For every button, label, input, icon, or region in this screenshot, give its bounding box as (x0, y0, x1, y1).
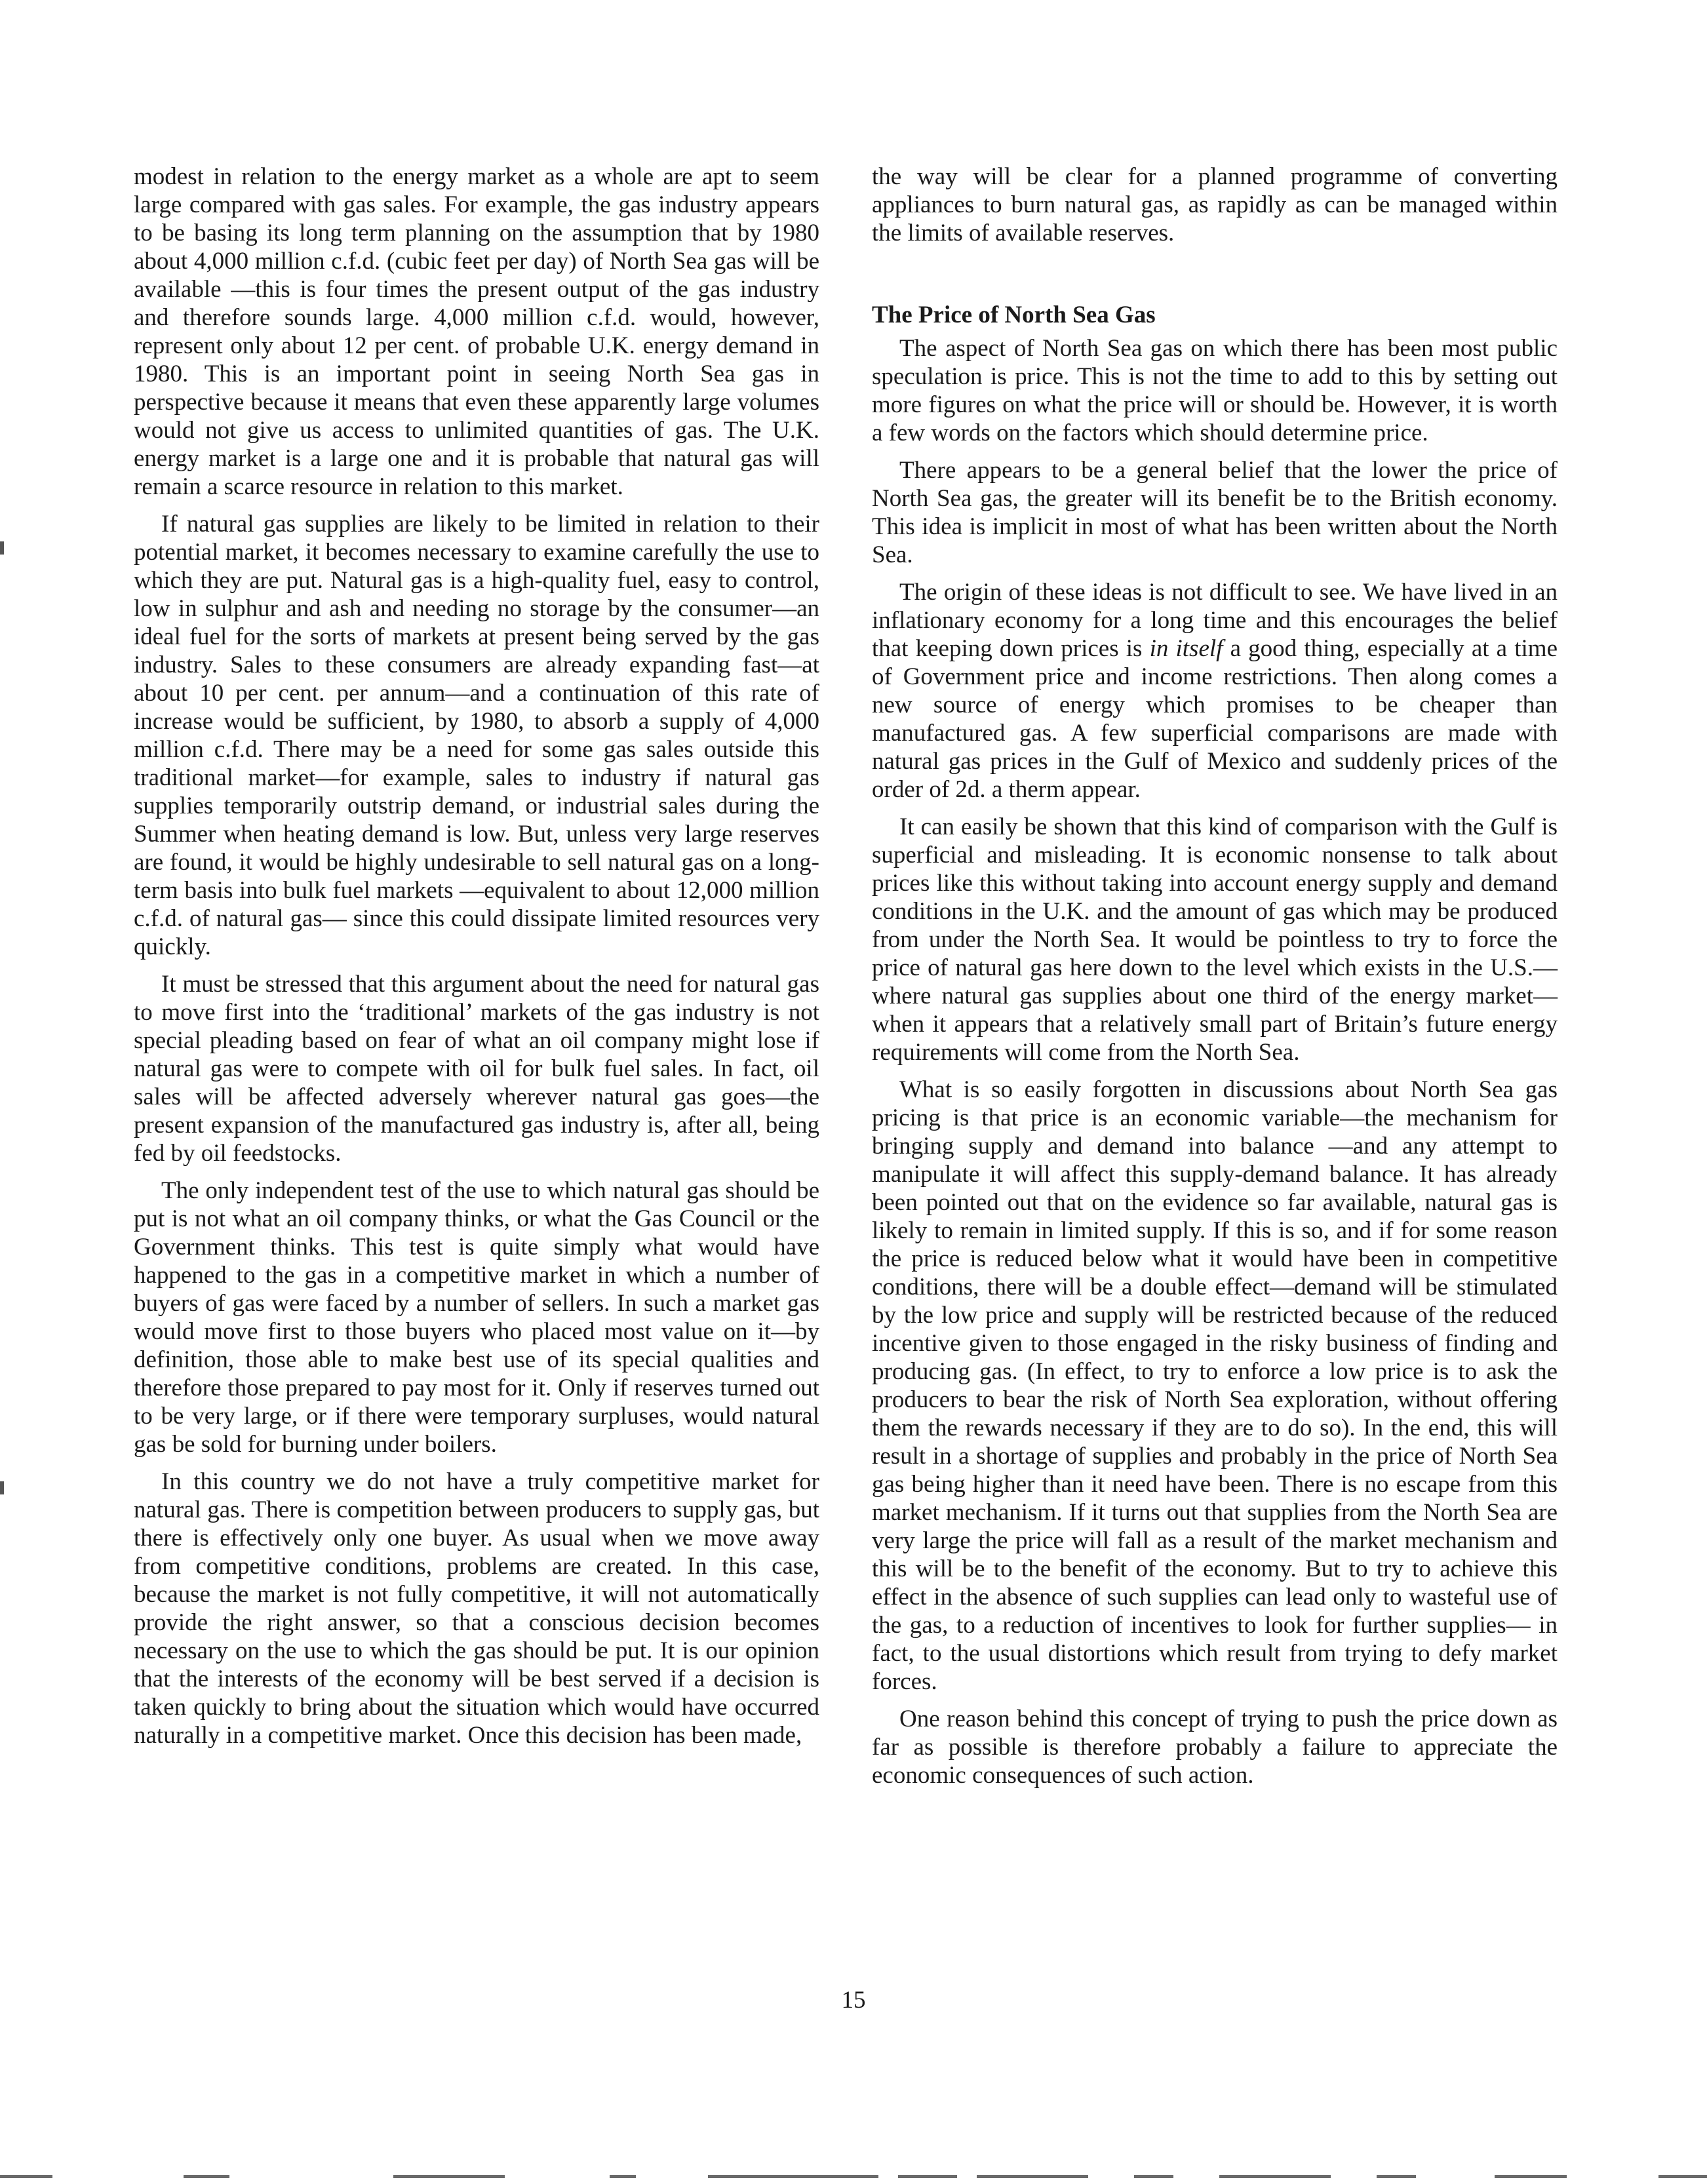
right-column (872, 163, 1558, 1799)
paragraph: It can easily be shown that this kind of comparison with the Gulf is superficial and misleading. It is economic nonsense to talk about prices like this without taking into account energy supply and demand conditions in the U.K. and the amount of gas which may be produced from under the North Sea. It would be pointless to try to force the price of natural gas here down to the level which exists in the U.S.—where natural gas supplies about one third of the energy market—when it appears that a relatively small part of Britain’s future energy requirements will come from the North Sea. (872, 813, 1558, 1066)
scan-edge-rule (0, 2175, 52, 2178)
scan-edge-rule (1219, 2175, 1331, 2178)
emphasis-text: in itself (1149, 635, 1223, 662)
paragraph: In this country we do not have a truly competitive market for natural gas. There is competition between producers to supply gas, but there is effectively only one buyer. As usual when we move away from competitive conditions, problems are created. In this case, because the market is not fully competitive, it will not automatically provide the right answer, so that a conscious decision becomes necessary on the use to which the gas should be put. It is our opinion that the interests of the economy will be best served if a decision is taken quickly to bring about the situation which would have occurred naturally in a competitive market. Once this decision has been made, (134, 1468, 819, 1749)
left-column (134, 163, 819, 1759)
scan-edge-rule (1658, 2175, 1707, 2178)
paragraph: There appears to be a general belief that the lower the price of North Sea gas, the greater will its benefit be to the British economy. This idea is implicit in most of what has been written about the North Sea. (872, 457, 1558, 568)
paragraph (872, 578, 1558, 804)
paragraph-text: a good thing, especially at a time of Government price and income restrictions. Then along comes a new source of energy which promises to be cheaper than manufactured gas. A few superficial comparisons are made with natural gas prices in the Gulf of Mexico and suddenly prices of the order of 2d. a therm appear. (872, 635, 1558, 803)
paragraph: If natural gas supplies are likely to be limited in relation to their potential market, it becomes necessary to examine carefully the use to which they are put. Natural gas is a high-quality fuel, easy to control, low in sulphur and ash and needing no storage by the consumer—an ideal fuel for the sorts of markets at present being served by the gas industry. Sales to these consumers are already expanding fast—at about 10 per cent. per annum—and a continuation of this rate of increase would be sufficient, by 1980, to absorb a supply of 4,000 million c.f.d. There may be a need for some gas sales outside this traditional market—for example, sales to industry if natural gas supplies temporarily outstrip demand, or industrial sales during the Summer when heating demand is low. But, unless very large reserves are found, it would be highly undesirable to sell natural gas on a long-term basis into bulk fuel markets —equivalent to about 12,000 million c.f.d. of natural gas— since this could dissipate limited resources very quickly. (134, 511, 819, 960)
paragraph: One reason behind this concept of trying to push the price down as far as possible is therefore probably a failure to appreciate the economic consequences of such action. (872, 1706, 1558, 1789)
paragraph: modest in relation to the energy market as a whole are apt to seem large compared with gas sales. For example, the gas industry appears to be basing its long term planning on the assumption that by 1980 about 4,000 million c.f.d. (cubic feet per day) of North Sea gas will be available —this is four times the present output of the gas industry and therefore sounds large. 4,000 million c.f.d. would, however, represent only about 12 per cent. of probable U.K. energy demand in 1980. This is an important point in seeing North Sea gas in perspective because it means that even these apparently large volumes would not give us access to unlimited quantities of gas. The U.K. energy market is a large one and it is probable that natural gas will remain a scarce resource in relation to this market. (134, 163, 819, 500)
paragraph: The only independent test of the use to which natural gas should be put is not what an oil company thinks, or what the Gas Council or the Government thinks. This test is quite simply what would have happened to the gas in a competitive market in which a number of buyers of gas were faced by a number of sellers. In such a market gas would move first to those buyers who placed most value on it—by definition, those able to make best use of its special qualities and therefore those prepared to pay most for it. Only if reserves turned out to be very large, or if there were temporary surpluses, would natural gas be sold for burning under boilers. (134, 1177, 819, 1458)
scan-edge-rule (1134, 2175, 1173, 2178)
scan-edge-rule (977, 2175, 1088, 2178)
scan-edge-rule (708, 2175, 878, 2178)
page-number: 15 (841, 1987, 866, 2014)
margin-mark (0, 541, 4, 555)
scan-edge-rule (898, 2175, 957, 2178)
scan-edge-rule (1495, 2175, 1567, 2178)
scan-edge-rule (393, 2175, 505, 2178)
margin-mark (0, 1481, 4, 1494)
paragraph-text: The origin of these ideas is not difficult to see. We have lived in an inflationary economy for a long time and this encourages the belief that keeping down prices is (872, 579, 1558, 662)
paragraph: What is so easily forgotten in discussions about North Sea gas pricing is that price is an economic variable—the mechanism for bringing supply and demand into balance —and any attempt to manipulate it will affect this supply-demand balance. It has already been pointed out that on the evidence so far available, natural gas is likely to remain in limited supply. If this is so, and if for some reason the price is reduced below what it would have been in competitive conditions, there will be a double effect—demand will be stimulated by the low price and supply will be restricted because of the reduced incentive given to those engaged in the risky business of finding and producing gas. (In effect, to try to enforce a low price is to ask the producers to bear the risk of North Sea exploration, without offering them the rewards necessary if they are to do so). In the end, this will result in a shortage of supplies and probably in the price of North Sea gas being higher than it need have been. There is no escape from this market mechanism. If it turns out that supplies from the North Sea are very large the price will fall as a result of the market mechanism and this will be to the benefit of the economy. But to try to achieve this effect in the absence of such supplies can lead only to wasteful use of the gas, to a reduction of incentives to look for further supplies— in fact, to the usual distortions which result from trying to defy market forces. (872, 1076, 1558, 1695)
scan-edge-rule (184, 2175, 229, 2178)
section-heading: The Price of North Sea Gas (872, 302, 1156, 328)
paragraph: It must be stressed that this argument about the need for natural gas to move first into the ‘traditional’ markets of the gas industry is not special pleading based on fear of what an oil company might lose if natural gas were to compete with oil for bulk fuel sales. In fact, oil sales will be affected adversely wherever natural gas goes—the present expansion of the manufactured gas industry is, after all, being fed by oil feedstocks. (134, 971, 819, 1167)
scan-edge-rule (610, 2175, 636, 2178)
paragraph: the way will be clear for a planned programme of converting appliances to burn natural gas, as rapidly as can be managed within the limits of available reserves. (872, 163, 1558, 246)
scan-edge-rule (1377, 2175, 1416, 2178)
paragraph: The aspect of North Sea gas on which there has been most public speculation is price. This is not the time to add to this by setting out more figures on what the price will or should be. However, it is worth a few words on the factors which should determine price. (872, 335, 1558, 446)
